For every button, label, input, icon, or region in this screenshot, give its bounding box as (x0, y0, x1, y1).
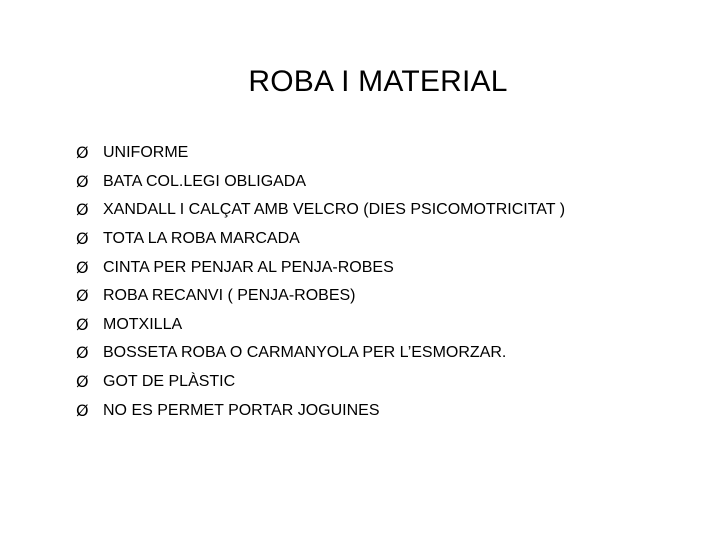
list-item (76, 368, 696, 397)
list-item-text: MOTXILLA (103, 315, 183, 333)
list-item-text: ROBA RECANVI ( PENJA-ROBES) (103, 287, 356, 305)
list-item-text: NO ES PERMET PORTAR JOGUINES (103, 401, 380, 419)
list-item-text: BOSSETA ROBA O CARMANYOLA PER L’ESMORZAR. (103, 344, 507, 362)
arrowhead-bullet-icon: Ø (76, 229, 89, 249)
arrowhead-bullet-icon: Ø (76, 286, 89, 306)
list-item-text: UNIFORME (103, 144, 189, 162)
list-item-text: GOT DE PLÀSTIC (103, 373, 236, 391)
list-item (76, 168, 696, 197)
arrowhead-bullet-icon: Ø (76, 372, 89, 392)
arrowhead-bullet-icon: Ø (76, 257, 89, 277)
arrowhead-bullet-icon: Ø (76, 343, 89, 363)
list-item (76, 196, 696, 225)
arrowhead-bullet-icon: Ø (76, 171, 89, 191)
list-item (76, 253, 696, 282)
arrowhead-bullet-icon: Ø (76, 400, 89, 420)
list-item (76, 282, 696, 311)
arrowhead-bullet-icon: Ø (76, 143, 89, 163)
list-item-text: XANDALL I CALÇAT AMB VELCRO (DIES PSICOMOTRICITAT ) (103, 201, 566, 219)
list-item (76, 139, 696, 168)
bullet-list (76, 139, 696, 425)
arrowhead-bullet-icon: Ø (76, 200, 89, 220)
list-item-text: BATA COL.LEGI OBLIGADA (103, 172, 307, 190)
list-item (76, 225, 696, 254)
list-item (76, 311, 696, 340)
list-item (76, 396, 696, 425)
list-item (76, 339, 696, 368)
list-item-text: TOTA LA ROBA MARCADA (103, 230, 300, 248)
list-item-text: CINTA PER PENJAR AL PENJA-ROBES (103, 258, 394, 276)
slide-title: ROBA I MATERIAL (248, 65, 508, 98)
arrowhead-bullet-icon: Ø (76, 314, 89, 334)
